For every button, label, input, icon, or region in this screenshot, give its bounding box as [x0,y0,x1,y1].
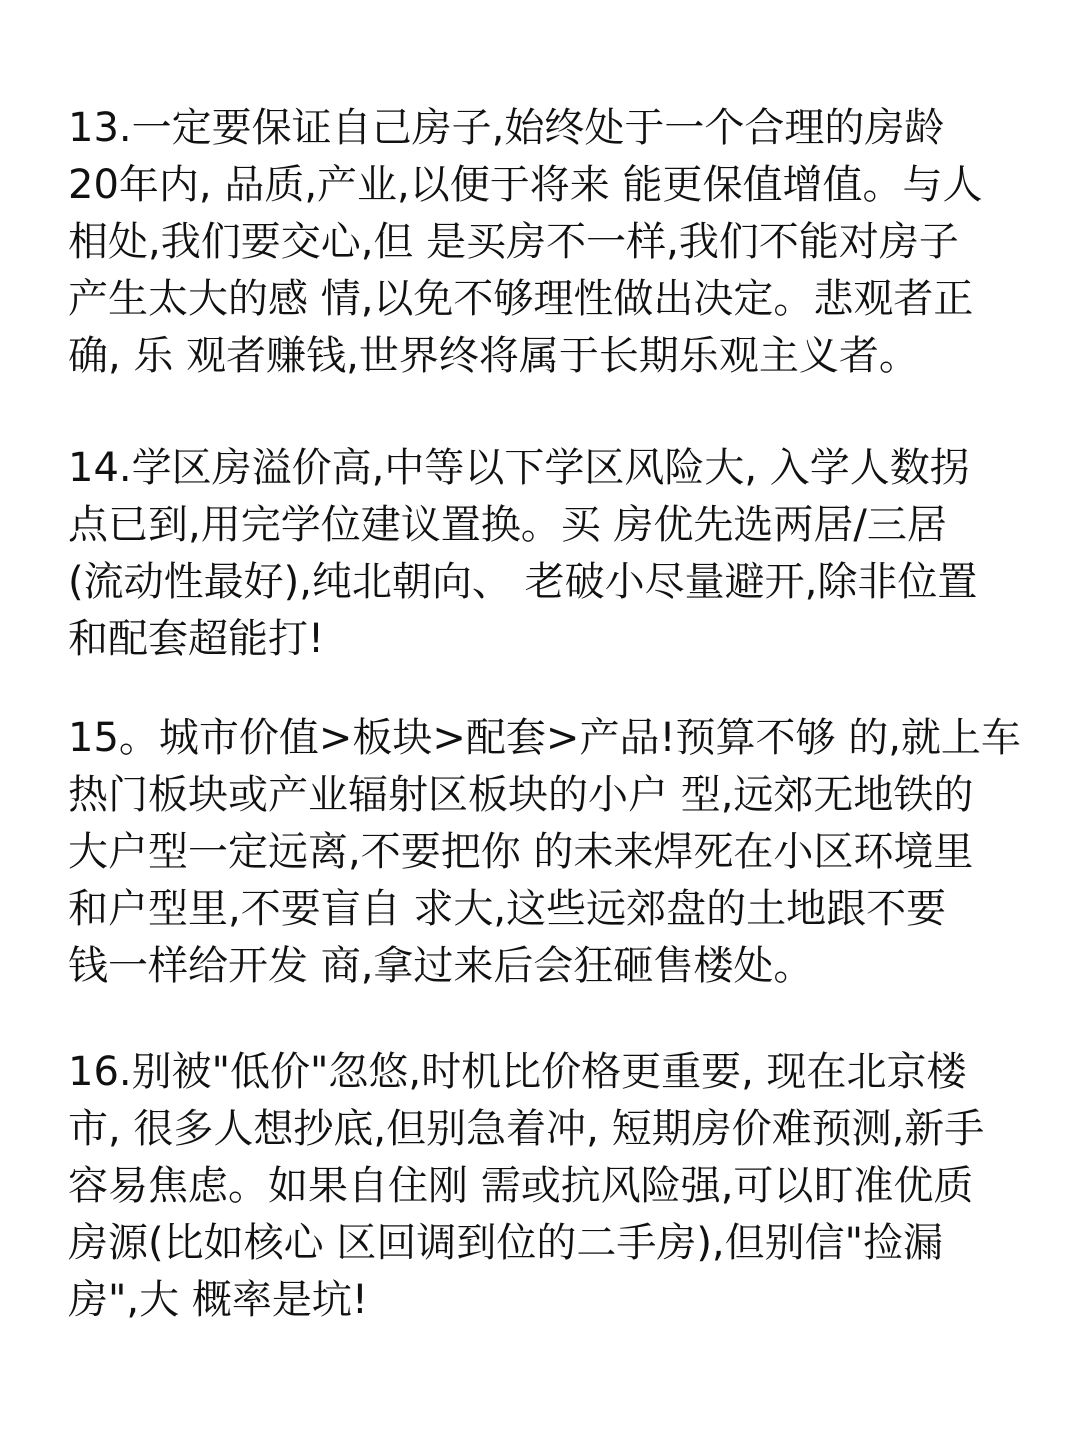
text-line: 确, 乐 观者赚钱,世界终将属于长期乐观主义者。 [68,333,919,379]
text-line: 点已到,用完学位建议置换。买 房优先选两居/三居 [68,502,947,548]
text-line: 容易焦虑。如果自住刚 需或抗风险强,可以盯准优质 [68,1163,974,1209]
text-line: 20年内, 品质,产业,以便于将来 能更保值增值。与人 [68,162,983,208]
text-line: 和户型里,不要盲自 求大,这些远郊盘的土地跟不要 [68,886,947,932]
text-line: 房",大 概率是坑! [68,1277,368,1323]
text-line: 16.别被"低价"忽悠,时机比价格更重要, 现在北京楼 [68,1049,967,1095]
paragraph-16 [68,1044,1028,1329]
text-line: 钱一样给开发 商,拿过来后会狂砸售楼处。 [68,943,814,989]
text-line: 和配套超能打! [68,616,325,662]
text-line: 市, 很多人想抄底,但别急着冲, 短期房价难预测,新手 [68,1106,985,1152]
text-line: 热门板块或产业辐射区板块的小户 型,远郊无地铁的 [68,772,974,818]
text-line: 14.学区房溢价高,中等以下学区风险大, 入学人数拐 [68,445,970,491]
paragraph-14 [68,440,1028,668]
text-line: 房源(比如核心 区回调到位的二手房),但别信"捡漏 [68,1220,944,1266]
text-line: 大户型一定远离,不要把你 的未来焊死在小区环境里 [68,829,974,875]
text-line: 13.一定要保证自己房子,始终处于一个合理的房龄 [68,105,945,151]
text-line: 产生太大的感 情,以免不够理性做出决定。悲观者正 [68,276,974,322]
paragraph-13 [68,100,1028,385]
text-line: (流动性最好),纯北朝向、 老破小尽量避开,除非位置 [68,559,978,605]
paragraph-15 [68,710,1028,995]
text-line: 15。城市价值>板块>配套>产品!预算不够 的,就上车 [68,715,1021,761]
text-line: 相处,我们要交心,但 是买房不一样,我们不能对房子 [68,219,959,265]
